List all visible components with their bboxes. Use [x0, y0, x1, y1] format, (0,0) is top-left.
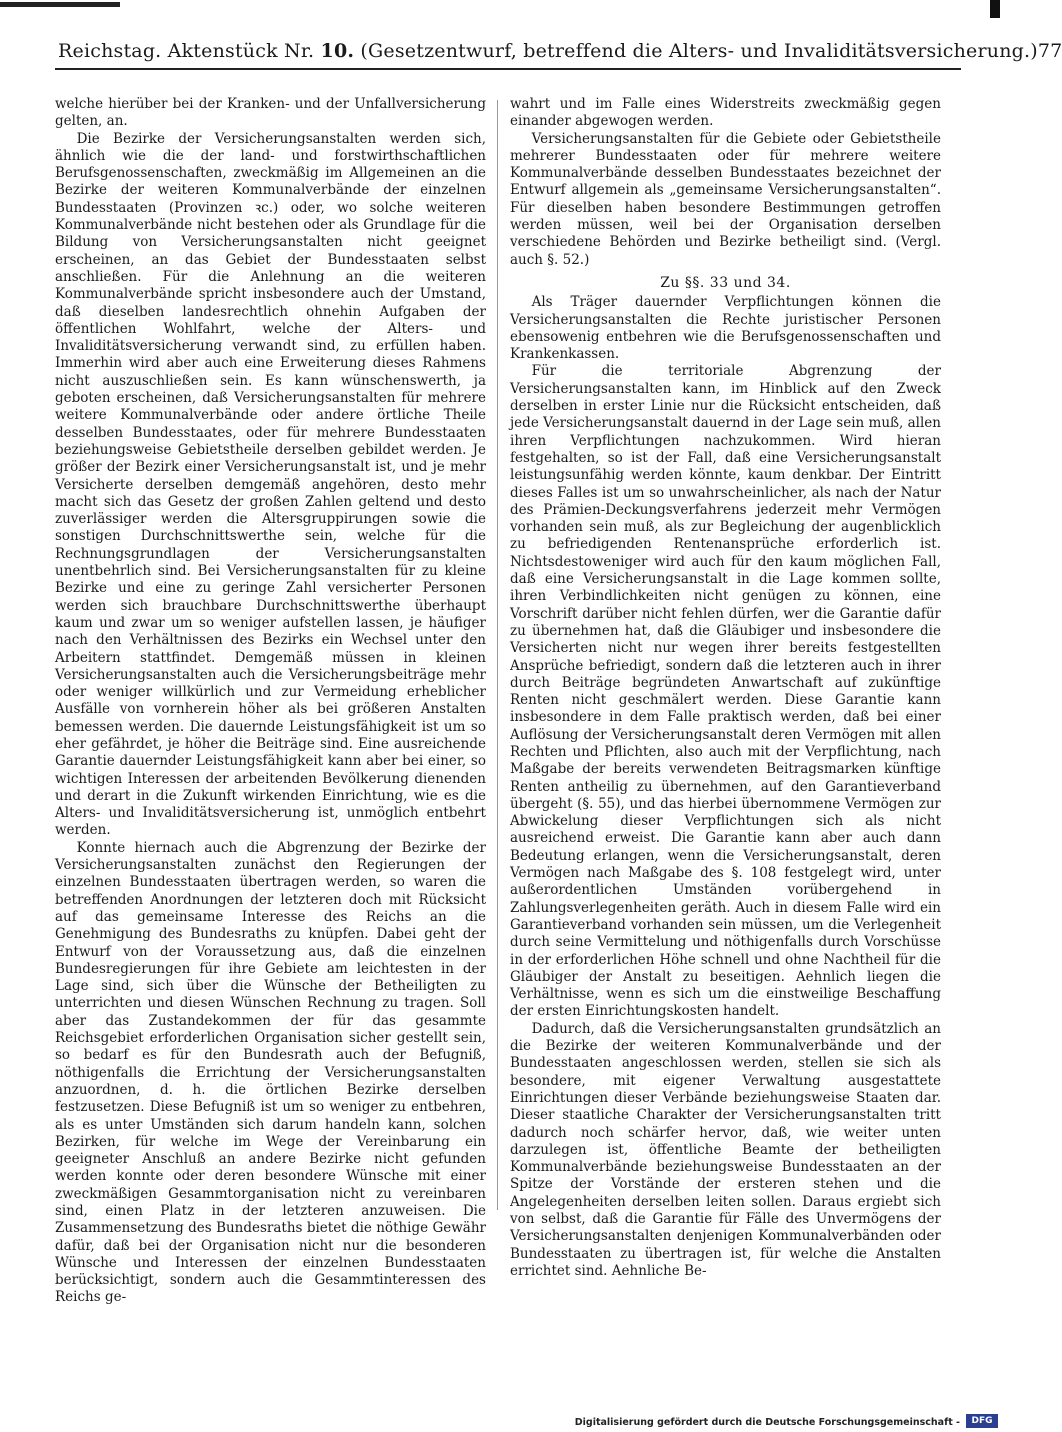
scan-corner-mark	[990, 0, 1000, 18]
paragraph: Für die territoriale Abgrenzung der Versicherungsanstalten kann, im Hinblick auf den Zweck derselben in erster Linie nur die Rücksicht entscheiden, daß jede Versicherungsanstalt dauernd in der Lage sein muß, allen ihren Verpflichtungen nachzukommen. Wird hieran festgehalten, so ist der Fall, daß eine Versicherungsanstalt leistungsunfähig werden könnte, kaum denkbar. Der Eintritt dieses Falles ist um so unwahrscheinlicher, als nach der Natur des Prämien-Deckungsverfahrens jederzeit mehr Vermögen vorhanden sein muß, als zur Begleichung der augenblicklich zu befriedigenden Rentenansprüche erforderlich ist. Nichtsdestoweniger wird auch für den kaum möglichen Fall, daß eine Versicherungsanstalt in die Lage kommen sollte, ihren Verbindlichkeiten nicht genügen zu können, eine Vorschrift darüber nicht fehlen dürfen, wer die Garantie dafür zu übernehmen hat, daß die Gläubiger und insbesondere die Versicherten nicht nur wegen ihrer bereits festgestellten Ansprüche befriedigt, sondern daß die letzteren auch in ihrer durch Beiträge begründeten Anwartschaft auf zukünftige Renten nicht geschmälert werden. Diese Garantie kann insbesondere in dem Falle praktisch werden, daß bei einer Auflösung der Versicherungsanstalt deren Vermögen mit allen Rechten und Pflichten, also auch mit der Verpflichtung, nach Maßgabe der bereits verwendeten Beitragsmarken künftige Renten antheilig zu übernehmen, auf den Garantieverband übergeht (§. 55), und das hierbei übernommene Vermögen zur Abwickelung dieser Verpflichtungen sich als nicht ausreichend erweist. Die Garantie kann aber auch dann Bedeutung erlangen, wenn die Versicherungsanstalt, deren Vermögen nach Maßgabe des §. 108 festgelegt wird, unter außerordentlichen Umständen vorübergehend in Zahlungsverlegenheiten geräth. Auch in diesem Falle wird ein Garantieverband vorhanden sein müssen, um die Verlegenheit durch seine Vermittelung und nöthigenfalls durch Vorschüsse in der erforderlichen Höhe schnell und ohne Nachtheil für die Gläubiger der Anstalt zu beseitigen. Aehnlich liegen die Verhältnisse, wenn es sich um die einstweilige Beschaffung der ersten Einrichtungskosten handelt.	[510, 363, 941, 1020]
column-divider	[497, 100, 498, 1210]
page-number: 77	[1037, 40, 1062, 62]
paragraph: Dadurch, daß die Versicherungsanstalten grundsätzlich an die Bezirke der weiteren Kommunalverbände und der Bundesstaaten angeschlossen werden, stellen sie sich als besondere, mit eigener Verwaltung ausgestattete Einrichtungen dieser Verbände beziehungsweise Staaten dar. Dieser staatliche Charakter der Versicherungsanstalten tritt dadurch noch schärfer hervor, daß, wie weiter unten darzulegen ist, öffentliche Beamte der betheiligten Kommunalverbände beziehungsweise Bundesstaaten an der Spitze der Vorstände der ersteren stehen und die Angelegenheiten derselben leiten sollen. Daraus ergiebt sich von selbst, daß die Garantie für Fälle des Unvermögens der Versicherungsanstalten denjenigen Kommunalverbänden oder Bundesstaaten zu übertragen ist, für welche die Anstalten errichtet sind. Aehnliche Be-	[510, 1020, 941, 1279]
running-title-suffix: (Gesetzentwurf, betreffend die Alters- und Invaliditätsversicherung.)	[354, 40, 1038, 62]
right-column	[510, 96, 941, 1280]
paragraph: wahrt und im Falle eines Widerstreits zweckmäßig gegen einander abgewogen werden.	[510, 96, 941, 130]
paragraph: Als Träger dauernder Verpflichtungen können die Versicherungsanstalten die Rechte juristischer Personen ebensowenig entbehren wie die Berufsgenossenschaften und Krankenkassen.	[510, 294, 941, 363]
page-header	[58, 40, 1062, 62]
header-rule	[55, 68, 961, 70]
document-number: 10.	[320, 40, 355, 62]
left-column	[55, 96, 486, 1307]
dfg-logo: DFG	[966, 1414, 998, 1428]
digitization-credit: Digitalisierung gefördert durch die Deutsche Forschungsgemeinschaft -	[574, 1417, 960, 1428]
running-title	[58, 40, 1038, 62]
section-heading: Zu §§. 33 und 34.	[660, 274, 791, 291]
scan-edge-mark	[0, 2, 120, 7]
paragraph: Versicherungsanstalten für die Gebiete oder Gebietstheile mehrerer Bundesstaaten oder für mehrere weitere Kommunalverbände desselben Bundesstaates bezeichnet der Entwurf allgemein als „gemeinsame Versicherungsanstalten“. Für dieselben haben besondere Bestimmungen getroffen werden müssen, weil bei der Organisation derselben verschiedene Behörden und Bezirke betheiligt sind. (Vergl. auch §. 52.)	[510, 130, 941, 268]
paragraph: Die Bezirke der Versicherungsanstalten werden sich, ähnlich wie die der land- und forstwirthschaftlichen Berufsgenossenschaften, zweckmäßig im Allgemeinen an die Bezirke der weiteren Kommunalverbände der einzelnen Bundesstaaten (Provinzen ꝛc.) oder, wo solche weiteren Kommunalverbände nicht bestehen oder als Grundlage für die Bildung von Versicherungsanstalten nicht geeignet erscheinen, an das Gebiet der Bundesstaaten selbst anschließen. Für die Anlehnung an die weiteren Kommunalverbände spricht insbesondere auch der Umstand, daß dieselben landesrechtlich ohnehin Aufgaben der öffentlichen Wohlfahrt, welche der Alters- und Invaliditätsversicherung verwandt sind, zu erfüllen haben. Immerhin wird aber auch eine Erweiterung dieses Rahmens nicht auszuschließen sein. Es kann wünschenswerth, ja geboten erscheinen, daß Versicherungsanstalten für mehrere weitere Kommunalverbände oder andere örtliche Theile desselben Bundesstaates, oder für mehrere Bundesstaaten beziehungsweise Gebietstheile derselben gebildet werden. Je größer der Bezirk einer Versicherungsanstalt ist, und je mehr Versicherte derselben demgemäß angehören, desto mehr macht sich das Gesetz der großen Zahlen geltend und desto zuverlässiger werden die Altersgruppirungen sowie die sonstigen Durchschnittswerthe sein, welche für die Rechnungsgrundlagen der Versicherungsanstalten unentbehrlich sind. Bei Versicherungsanstalten für zu kleine Bezirke und eine zu geringe Zahl versicherter Personen werden sich brauchbare Durchschnittswerthe überhaupt kaum und zwar um so weniger aufstellen lassen, je häufiger nach den Verhältnissen des Bezirks ein Wechsel unter den Arbeitern stattfindet. Demgemäß müssen in kleinen Versicherungsanstalten auch die Versicherungsbeiträge mehr oder weniger willkürlich und zur Vermeidung erheblicher Ausfälle von vornherein höher als bei größeren Anstalten bemessen werden. Die dauernde Leistungsfähigkeit ist um so eher gefährdet, je höher die Beiträge sind. Eine ausreichende Garantie dauernder Leistungsfähigkeit kann aber bei einer, so wichtigen Interessen der arbeitenden Bevölkerung dienenden und derart in die Zukunft wirkenden Einrichtung, wie es die Alters- und Invaliditätsversicherung ist, unmöglich entbehrt werden.	[55, 130, 486, 839]
running-title-prefix: Reichstag. Aktenstück Nr.	[58, 40, 321, 62]
paragraph: Konnte hiernach auch die Abgrenzung der Bezirke der Versicherungsanstalten zunächst den Regierungen der einzelnen Bundesstaaten übertragen werden, so waren die betreffenden Anordnungen der letzteren doch mit Rücksicht auf das gemeinsame Interesse des Reichs an die Genehmigung des Bundesraths zu knüpfen. Dabei geht der Entwurf von der Voraussetzung aus, daß die einzelnen Bundesregierungen für ihre Gebiete am leichtesten in der Lage sind, sich über die Wünsche der Betheiligten zu unterrichten und diesen Wünschen Rechnung zu tragen. Soll aber das Zustandekommen der für das gesammte Reichsgebiet erforderlichen Organisation sicher gestellt sein, so bedarf es für den Bundesrath auch der Befugniß, nöthigenfalls die Errichtung der Versicherungsanstalten anzuordnen, d. h. die örtlichen Bezirke derselben festzusetzen. Diese Befugniß ist um so weniger zu entbehren, als es unter Umständen sich darum handeln kann, solchen Bezirken, für welche im Wege der Vereinbarung ein geeigneter Anschluß an andere Bezirke nicht gefunden werden konnte oder deren besondere Wünsche mit einer zweckmäßigen Gesammtorganisation nicht zu vereinbaren sind, einen Platz in der letzteren anzuweisen. Die Zusammensetzung des Bundesraths bietet die nöthige Gewähr dafür, daß bei der Organisation nicht nur die besonderen Wünsche und Interessen der einzelnen Bundesstaaten berücksichtigt, sondern auch die Gesammtinteressen des Reichs ge-	[55, 839, 486, 1306]
paragraph: welche hierüber bei der Kranken- und der Unfallversicherung gelten, an.	[55, 96, 486, 130]
